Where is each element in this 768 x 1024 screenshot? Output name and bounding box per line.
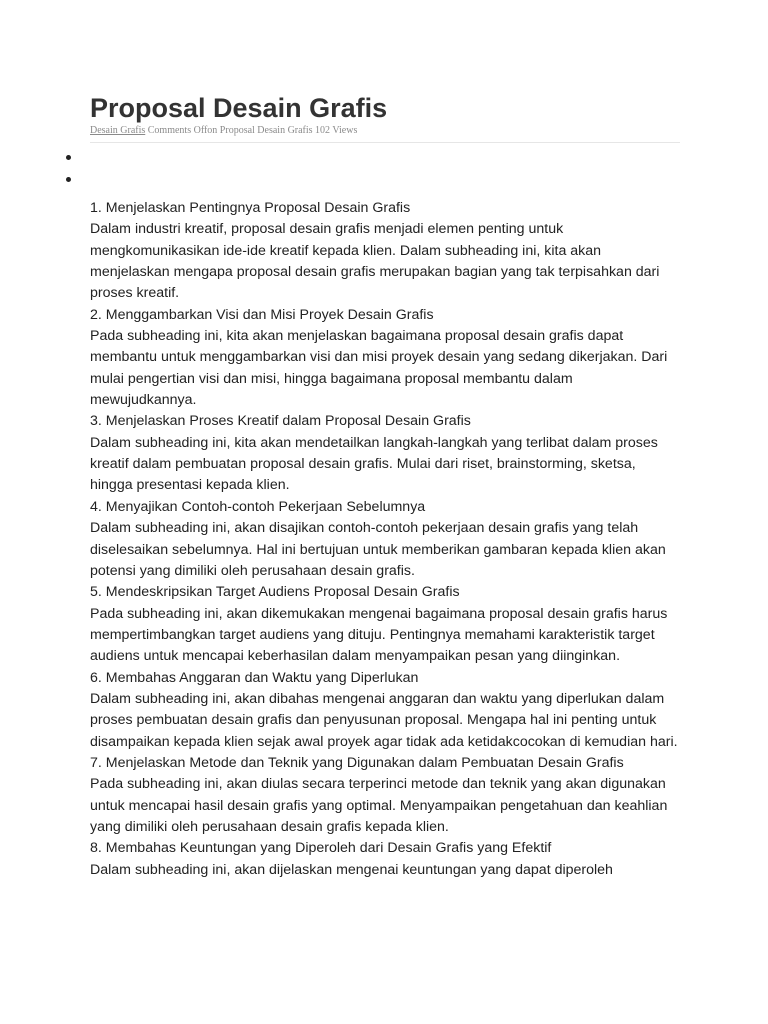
section-paragraph: Dalam industri kreatif, proposal desain grafis menjadi elemen penting untuk mengkomunikasikan ide-ide kreatif kepada klien. Dalam subheading ini, kita akan menjelaskan mengapa proposal desain grafis merupakan bagian yang tak terpisahkan dari proses kreatif. (90, 221, 660, 302)
section-paragraph: Dalam subheading ini, akan dijelaskan mengenai keuntungan yang dapat diperoleh (90, 861, 613, 878)
bullet-icon (66, 177, 71, 182)
post-meta (90, 124, 357, 138)
section-heading: 7. Menjelaskan Metode dan Teknik yang Digunakan dalam Pembuatan Desain Grafis (90, 754, 624, 771)
section-heading: 2. Menggambarkan Visi dan Misi Proyek Desain Grafis (90, 306, 434, 323)
section-heading: 5. Mendeskripsikan Target Audiens Proposal Desain Grafis (90, 584, 460, 601)
article-body (90, 198, 680, 881)
page-title: Proposal Desain Grafis (90, 93, 388, 123)
section-paragraph: Dalam subheading ini, akan dibahas mengenai anggaran dan waktu yang diperlukan dalam proses pembuatan desain grafis dan penyusunan proposal. Mengapa hal ini penting untuk disampaikan kepada klien sejak awal proyek agar tidak ada ketidakcocokan di kemudian hari. (90, 690, 678, 750)
divider (90, 142, 680, 143)
bullet-icon (66, 155, 71, 160)
section-heading: 3. Menjelaskan Proses Kreatif dalam Proposal Desain Grafis (90, 413, 471, 430)
post-meta-info: Comments Offon Proposal Desain Grafis 102 Views (145, 125, 358, 136)
section-paragraph: Pada subheading ini, kita akan menjelaskan bagaimana proposal desain grafis dapat membantu untuk menggambarkan visi dan misi proyek desain yang sedang dikerjakan. Dari mulai pengertian visi dan misi, hingga bagaimana proposal membantu dalam mewujudkannya. (90, 328, 668, 409)
section-paragraph: Pada subheading ini, akan dikemukakan mengenai bagaimana proposal desain grafis harus mempertimbangkan target audiens yang dituju. Pentingnya memahami karakteristik target audiens untuk mencapai keberhasilan dalam menyampaikan pesan yang diinginkan. (90, 605, 668, 665)
section-heading: 4. Menyajikan Contoh-contoh Pekerjaan Sebelumnya (90, 498, 426, 515)
section-paragraph: Dalam subheading ini, kita akan mendetailkan langkah-langkah yang terlibat dalam proses kreatif dalam pembuatan proposal desain grafis. Mulai dari riset, brainstorming, sketsa, hingga presentasi kepada klien. (90, 434, 658, 494)
section-heading: 8. Membahas Keuntungan yang Diperoleh dari Desain Grafis yang Efektif (90, 840, 552, 857)
section-heading: 6. Membahas Anggaran dan Waktu yang Diperlukan (90, 669, 419, 686)
section-paragraph: Pada subheading ini, akan diulas secara terperinci metode dan teknik yang akan digunakan untuk mencapai hasil desain grafis yang optimal. Menyampaikan pengetahuan dan keahlian yang dimiliki oleh perusahaan desain grafis kepada klien. (90, 776, 668, 835)
category-link[interactable]: Desain Grafis (90, 125, 146, 136)
section-heading: 1. Menjelaskan Pentingnya Proposal Desain Grafis (90, 200, 411, 216)
section-paragraph: Dalam subheading ini, akan disajikan contoh-contoh pekerjaan desain grafis yang telah diselesaikan sebelumnya. Hal ini bertujuan untuk memberikan gambaran kepada klien akan potensi yang dimiliki oleh perusahaan desain grafis. (90, 520, 666, 579)
